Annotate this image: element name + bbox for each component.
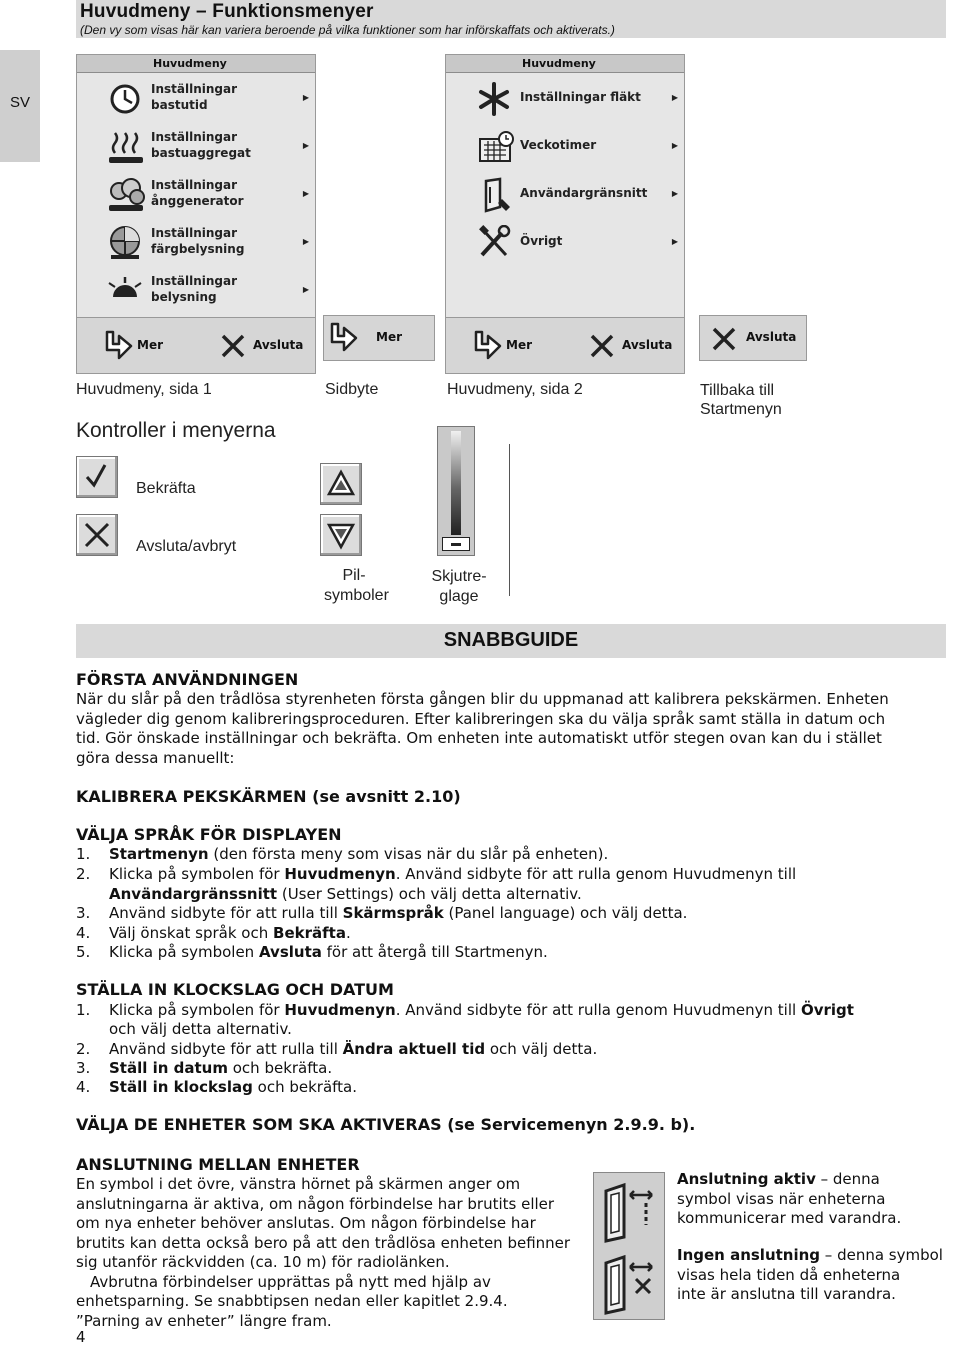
step-bold: Bekräfta	[273, 924, 346, 942]
step-text: Klicka på symbolen för	[109, 865, 285, 883]
checkmark-icon	[77, 457, 117, 497]
slider[interactable]	[437, 426, 475, 556]
description-text: – denna	[815, 1170, 880, 1188]
arrow-right-icon: ▶	[671, 141, 678, 150]
arrow-right-icon: ▶	[302, 93, 309, 102]
connection-symbols-panel	[593, 1172, 665, 1320]
paragraph-line: tid. Gör önskade inställningar och bekräfta. Om enheten inte automatiskt utför stegen ovan kan du i stället	[76, 729, 882, 747]
more-label: Mer	[376, 330, 402, 344]
step-bold: Användargränssnitt	[109, 885, 278, 903]
menu-item-lighting[interactable]	[77, 267, 315, 315]
step-bold: Huvudmenyn	[284, 1001, 396, 1019]
slider-track	[451, 431, 461, 535]
paragraph-line: sig utanför räckvidden (ca. 10 m) för radiolänken.	[76, 1253, 450, 1271]
confirm-label: Bekräfta	[136, 480, 196, 497]
caption-line: Tillbaka till	[700, 382, 775, 399]
exit-screen[interactable]	[699, 315, 807, 361]
step-text: (Panel language) och välj detta.	[443, 904, 688, 922]
no-connection-icon	[600, 1253, 660, 1315]
arrow-down-icon	[321, 515, 361, 555]
step-text: (User Settings) och välj detta alternativ.	[277, 885, 582, 903]
page-switch-screen[interactable]	[323, 315, 435, 361]
close-icon	[219, 332, 247, 360]
exit-button-label: Avsluta	[253, 338, 304, 352]
caption-line: symboler	[324, 587, 389, 604]
paragraph-line: om nya enheter behöver anslutas. Om någon förbindelse har	[76, 1214, 536, 1232]
menu-item-label: Inställningar fläkt	[520, 90, 641, 104]
menu-item-week-timer[interactable]	[446, 123, 684, 171]
divider-line	[509, 444, 510, 596]
menu-item-label: Inställningar	[151, 274, 238, 288]
step-text: Använd sidbyte för att rulla till	[109, 1040, 343, 1058]
step-bold: Övrigt	[800, 1001, 854, 1019]
paragraph-line: vägleder dig genom kalibreringsproceduren. Efter kalibreringen ska du välja språk samt ställa in datum och	[76, 709, 886, 728]
step-number: 3.	[76, 904, 91, 922]
menu-item-heater[interactable]	[77, 123, 315, 171]
menu-item-steam-generator[interactable]	[77, 171, 315, 219]
caption-line: Startmenyn	[700, 401, 782, 418]
close-icon	[710, 325, 738, 353]
step-number: 4.	[76, 1078, 91, 1096]
cancel-button[interactable]	[76, 514, 118, 556]
exit-button[interactable]	[588, 328, 684, 364]
menu-item-label: belysning	[151, 290, 217, 304]
step-text: Klicka på symbolen	[109, 943, 259, 961]
menu-item-label: Inställningar	[151, 226, 238, 240]
description-text: inte är anslutna till varandra.	[677, 1285, 896, 1303]
caption-line: glage	[439, 588, 479, 605]
arrow-up-button[interactable]	[320, 463, 362, 505]
more-button[interactable]	[472, 328, 572, 364]
menu-item-label: Inställningar	[151, 178, 238, 192]
step-text: .	[345, 924, 351, 942]
arrow-up-icon	[321, 464, 361, 504]
step-bold: Huvudmenyn	[284, 865, 396, 883]
arrow-right-icon: ▶	[302, 237, 309, 246]
arrow-right-icon: ▶	[302, 189, 309, 198]
screen-header: Huvudmeny	[77, 55, 315, 73]
heater-icon	[107, 129, 147, 165]
step-bold: Ändra aktuell tid	[342, 1040, 486, 1058]
connection-active-icon	[600, 1181, 660, 1243]
step-number: 5.	[76, 943, 91, 961]
step-text: för att återgå till Startmenyn.	[321, 943, 548, 961]
screen-header: Huvudmeny	[446, 55, 684, 73]
step-text: och bekräfta.	[227, 1059, 333, 1077]
menu-screen-page-2	[445, 54, 685, 374]
arrow-right-icon: ▶	[671, 93, 678, 102]
paragraph-line: ”Parning av enheter” längre fram.	[76, 1311, 332, 1330]
exit-button-label: Avsluta	[622, 338, 673, 352]
arrows-caption	[324, 566, 389, 606]
page-switch-icon	[328, 320, 360, 354]
step-text: Använd sidbyte för att rulla till	[109, 904, 343, 922]
menu-item-fan[interactable]	[446, 75, 684, 123]
touch-panel-icon	[476, 177, 516, 213]
paragraph-line: När du slår på den trådlösa styrenheten första gången blir du uppmanad att kalibrera pekskärmen. Enheten	[76, 690, 889, 708]
step-number: 2.	[76, 865, 91, 883]
page-subtitle: (Den vy som visas här kan variera beroende på vilka funktioner som har införskaffats och aktiverats.)	[80, 23, 615, 37]
paragraph-line: brutits kan detta också bero på att den trådlösa enheten befinner	[76, 1233, 571, 1252]
first-use-heading: FÖRSTA ANVÄNDNINGEN	[76, 670, 299, 689]
step-text: . Använd sidbyte för att rulla genom Huvudmenyn till	[395, 865, 797, 883]
term: Ingen anslutning	[677, 1246, 821, 1264]
units-heading: VÄLJA DE ENHETER SOM SKA AKTIVERAS (se Servicemenyn 2.9.9. b).	[76, 1115, 696, 1134]
language-tab-label: SV	[9, 94, 30, 111]
slider-caption	[424, 567, 494, 607]
close-icon	[77, 515, 117, 555]
fan-icon	[476, 81, 516, 117]
more-button[interactable]	[103, 328, 203, 364]
menu-screen-page-1	[76, 54, 316, 374]
exit-button[interactable]	[219, 328, 315, 364]
page-number: 4	[76, 1328, 86, 1345]
caption-menu-page-1: Huvudmeny, sida 1	[76, 381, 212, 398]
more-button-label: Mer	[506, 338, 532, 352]
caption-line: Pil-	[342, 567, 366, 584]
clock-icon	[107, 81, 147, 117]
menu-item-other[interactable]	[446, 219, 684, 267]
step-bold: Avsluta	[258, 943, 322, 961]
calibrate-heading: KALIBRERA PEKSKÄRMEN (se avsnitt 2.10)	[76, 787, 461, 806]
screen-footer	[77, 317, 315, 373]
connection-paragraph	[76, 1175, 586, 1331]
more-button-label: Mer	[137, 338, 163, 352]
page-switch-icon	[103, 328, 135, 362]
step-bold: Ställ in datum	[109, 1059, 228, 1077]
menu-item-label: Inställningar	[151, 130, 238, 144]
clock-heading: STÄLLA IN KLOCKSLAG OCH DATUM	[76, 980, 394, 999]
step-number: 1.	[76, 1001, 91, 1019]
menu-item-label: bastuaggregat	[151, 146, 251, 160]
slider-handle[interactable]	[442, 537, 470, 551]
connection-heading: ANSLUTNING MELLAN ENHETER	[76, 1155, 360, 1174]
language-heading: VÄLJA SPRÅK FÖR DISPLAYEN	[76, 825, 342, 844]
menu-item-label: Övrigt	[520, 234, 563, 248]
step-number: 4.	[76, 924, 91, 942]
language-tab	[0, 50, 40, 162]
description-text: – denna symbol	[820, 1246, 943, 1264]
menu-item-label: Inställningar	[151, 82, 238, 96]
menu-item-user-interface[interactable]	[446, 171, 684, 219]
arrow-right-icon: ▶	[671, 189, 678, 198]
step-text: (den första meny som visas när du slår på enheten).	[208, 845, 609, 863]
caption-menu-page-2: Huvudmeny, sida 2	[447, 381, 583, 398]
controls-heading: Kontroller i menyerna	[76, 419, 276, 442]
step-number: 3.	[76, 1059, 91, 1077]
menu-item-sauna-time[interactable]	[77, 75, 315, 123]
paragraph-line: En symbol i det övre, vänstra hörnet på skärmen anger om	[76, 1175, 521, 1193]
step-bold: Skärmspråk	[342, 904, 444, 922]
menu-item-label: Veckotimer	[520, 138, 597, 152]
step-text: Välj önskat språk och	[109, 924, 274, 942]
paragraph-line: anslutningarna är aktiva, om någon förbindelse har brutits eller	[76, 1194, 555, 1213]
step-number: 2.	[76, 1040, 91, 1058]
menu-item-label: Användargränsnitt	[520, 186, 648, 200]
term: Anslutning aktiv	[677, 1170, 816, 1188]
step-bold: Startmenyn	[109, 845, 209, 863]
first-use-paragraph	[76, 690, 889, 768]
step-bold: Ställ in klockslag	[109, 1078, 253, 1096]
menu-item-label: bastutid	[151, 98, 208, 112]
menu-item-label: färgbelysning	[151, 242, 245, 256]
cancel-label: Avsluta/avbryt	[136, 538, 237, 555]
tools-icon	[476, 225, 516, 261]
paragraph-line: göra dessa manuellt:	[76, 748, 235, 767]
screen-footer	[446, 317, 684, 373]
paragraph-line: Avbrutna förbindelser upprättas på nytt med hjälp av	[90, 1272, 491, 1291]
step-text: och bekräfta.	[252, 1078, 357, 1096]
description-text: symbol visas när enheterna	[677, 1189, 886, 1208]
calendar-icon	[476, 129, 516, 165]
arrow-right-icon: ▶	[302, 141, 309, 150]
close-icon	[588, 332, 616, 360]
step-text: och välj detta alternativ.	[109, 1020, 292, 1038]
arrow-right-icon: ▶	[671, 237, 678, 246]
no-connection-description	[677, 1246, 943, 1305]
arrow-right-icon: ▶	[302, 285, 309, 294]
step-text: . Använd sidbyte för att rulla genom Huvudmenyn till	[395, 1001, 801, 1019]
lamp-icon	[107, 273, 147, 309]
step-text: och välj detta.	[485, 1040, 598, 1058]
caption-back-to-start	[700, 381, 782, 419]
caption-line: Skjutre-	[431, 568, 487, 585]
step-number: 1.	[76, 845, 91, 863]
quickguide-title: SNABBGUIDE	[443, 629, 579, 651]
steam-icon	[107, 177, 147, 213]
page-title: Huvudmeny – Funktionsmenyer	[80, 1, 374, 22]
page-switch-icon	[472, 328, 504, 362]
step-text: Klicka på symbolen för	[109, 1001, 285, 1019]
exit-label: Avsluta	[746, 330, 797, 344]
menu-item-label: ånggenerator	[151, 194, 244, 208]
description-text: kommunicerar med varandra.	[677, 1209, 902, 1227]
paragraph-line: enhetsparning. Se snabbtipsen nedan eller kapitlet 2.9.4.	[76, 1292, 508, 1310]
caption-page-switch: Sidbyte	[325, 381, 379, 398]
connection-active-description	[677, 1170, 901, 1229]
menu-item-color-lighting[interactable]	[77, 219, 315, 267]
color-wheel-icon	[107, 225, 147, 261]
description-text: visas hela tiden då enheterna	[677, 1265, 901, 1284]
arrow-down-button[interactable]	[320, 514, 362, 556]
confirm-button[interactable]	[76, 456, 118, 498]
